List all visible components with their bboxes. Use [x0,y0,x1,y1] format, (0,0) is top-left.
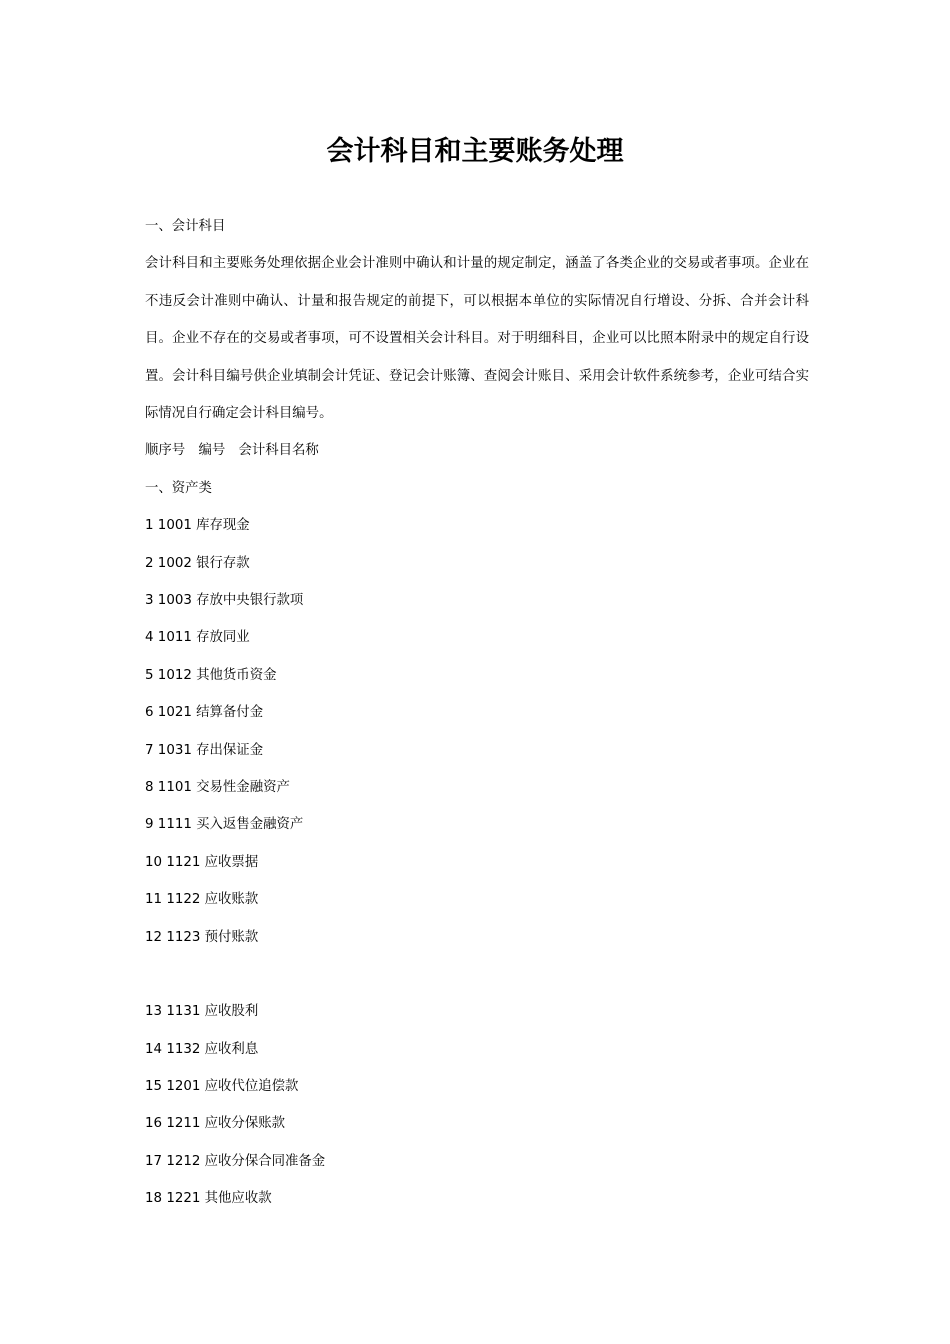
intro-paragraph: 会计科目和主要账务处理依据企业会计准则中确认和计量的规定制定，涵盖了各类企业的交易或者事项。企业在不违反会计准则中确认、计量和报告规定的前提下，可以根据本单位的实际情况自行增设、分拆、合并会计科目。企业不存在的交易或者事项，可不设置相关会计科目。对于明细科目，企业可以比照本附录中的规定自行设置。会计科目编号供企业填制会计凭证、登记会计账簿、查阅会计账目、采用会计软件系统参考，企业可结合实际情况自行确定会计科目编号。 [145,256,809,422]
account-code: 1212 [166,1153,201,1169]
account-name: 预付账款 [204,929,259,945]
account-code: 1111 [157,817,192,833]
list-item [145,507,809,544]
list-item [145,619,809,656]
account-seq: 13 [145,1004,163,1020]
account-name: 其他货币资金 [196,667,277,683]
list-item [145,1105,809,1142]
account-seq: 15 [145,1079,163,1095]
account-seq: 6 [145,705,154,721]
list-item [145,1031,809,1068]
document-body [145,208,809,1218]
account-name: 结算备付金 [196,705,264,721]
list-item [145,732,809,769]
list-item [145,545,809,582]
list-item [145,1143,809,1180]
list-item [145,769,809,806]
list-item [145,657,809,694]
account-seq: 8 [145,779,154,795]
account-code: 1122 [166,892,201,908]
account-seq: 11 [145,892,163,908]
account-code: 1211 [166,1116,201,1132]
account-name: 应收账款 [204,892,259,908]
account-code: 1131 [166,1004,201,1020]
account-name: 应收分保合同准备金 [204,1153,326,1169]
account-code: 1132 [166,1041,201,1057]
account-seq: 7 [145,742,154,758]
account-seq: 17 [145,1153,163,1169]
account-seq: 2 [145,555,154,571]
list-item [145,1068,809,1105]
account-code: 1011 [157,630,192,646]
account-seq: 9 [145,817,154,833]
account-seq: 18 [145,1191,163,1207]
account-name: 库存现金 [196,518,250,534]
list-item [145,993,809,1030]
list-item [145,844,809,881]
account-seq: 10 [145,854,163,870]
account-seq: 1 [145,518,154,534]
account-code: 1101 [157,779,192,795]
account-code: 1221 [166,1191,201,1207]
account-seq: 14 [145,1041,163,1057]
list-item [145,582,809,619]
header-seq: 顺序号 [145,443,186,459]
account-code: 1021 [157,705,192,721]
header-name: 会计科目名称 [238,443,319,459]
list-item [145,694,809,731]
account-name: 应收票据 [204,854,259,870]
section-heading: 一、会计科目 [145,219,226,234]
list-item [145,1180,809,1217]
account-seq: 4 [145,630,154,646]
account-name: 存放同业 [196,630,250,646]
account-name: 存出保证金 [196,742,264,758]
table-header [145,432,809,469]
account-name: 买入返售金融资产 [196,817,304,833]
list-item [145,806,809,843]
account-code: 1003 [157,592,192,608]
page-gap [145,956,809,993]
account-code: 1012 [157,667,192,683]
document-title: 会计科目和主要账务处理 [326,136,624,167]
account-name: 存放中央银行款项 [196,592,304,608]
account-name: 应收利息 [204,1041,259,1057]
account-code: 1123 [166,929,201,945]
account-name: 应收代位追偿款 [204,1079,299,1095]
account-code: 1201 [166,1079,201,1095]
header-code: 编号 [198,443,226,459]
account-list-b [145,993,809,1217]
account-name: 交易性金融资产 [196,779,290,795]
account-seq: 3 [145,592,154,608]
account-name: 银行存款 [196,555,250,571]
list-item [145,881,809,918]
account-list-a [145,507,809,956]
account-code: 1002 [157,555,192,571]
account-name: 其他应收款 [204,1191,272,1207]
account-seq: 16 [145,1116,163,1132]
list-item [145,919,809,956]
account-name: 应收股利 [204,1004,259,1020]
account-code: 1031 [157,742,192,758]
account-code: 1121 [166,854,201,870]
account-name: 应收分保账款 [204,1116,285,1132]
account-seq: 5 [145,667,154,683]
account-code: 1001 [157,518,192,534]
category-heading: 一、资产类 [145,480,212,496]
account-seq: 12 [145,929,163,945]
